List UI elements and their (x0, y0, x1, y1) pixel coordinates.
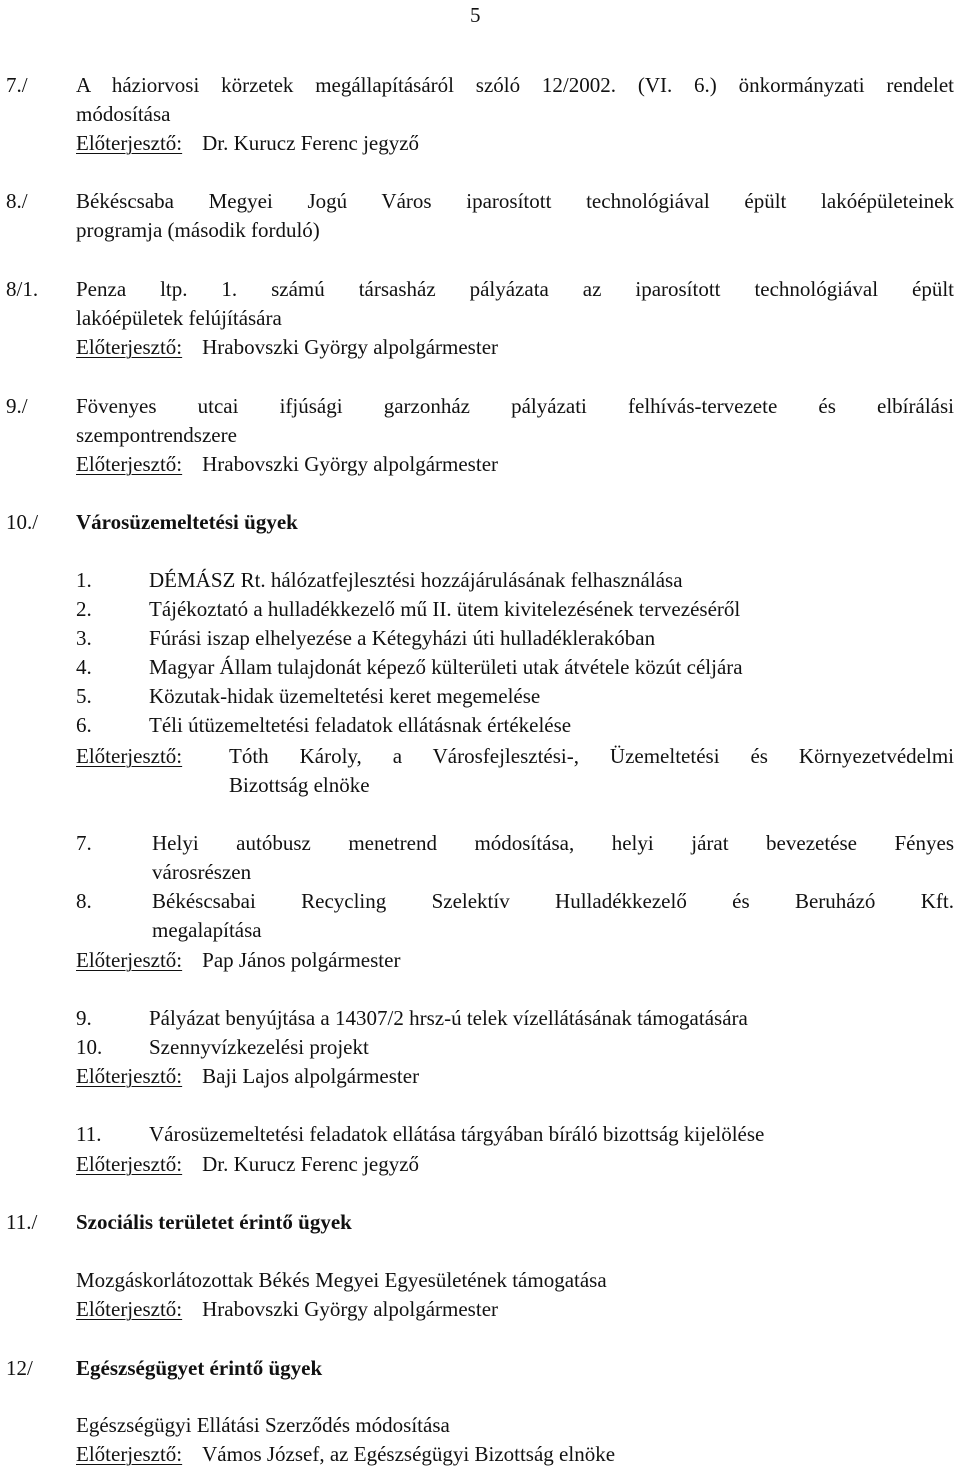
item-11-title (76, 1208, 352, 1237)
sub-item-7-line2: városrészen (152, 860, 252, 884)
item-7-presenter (76, 129, 419, 158)
presenter-label: Előterjesztő: (76, 335, 183, 359)
presenter-label: Előterjesztő: (76, 452, 183, 476)
item-11-title-text: Szociális területet érintő ügyek (76, 1210, 352, 1234)
presenter-label (76, 742, 182, 771)
item-10-number: 10./ (6, 510, 39, 534)
presenter-label: Előterjesztő: (76, 131, 183, 155)
presenter-name: Hrabovszki György alpolgármester (202, 335, 499, 359)
sub-item-text: Magyar Állam tulajdonát képező külterületi utak átvétele közút céljára (149, 655, 743, 679)
sub-item-number: 2. (76, 597, 92, 621)
item-7-title-line1 (76, 71, 954, 100)
sub-item-number: 8. (76, 889, 92, 913)
presenter-label: Előterjesztő: (76, 1297, 183, 1321)
sub-item-text: Tájékoztató a hulladékkezelő mű II. ütem kivitelezésének tervezéséről (149, 597, 741, 621)
page-number: 5 (470, 3, 481, 27)
item-8-1-number: 8/1. (6, 277, 39, 301)
item-8-number: 8./ (6, 189, 28, 213)
item-8-1-presenter (76, 333, 498, 362)
item-10-presenter-c (76, 1062, 419, 1091)
sub-item-11-text: Városüzemeltetési feladatok ellátása tárgyában bíráló bizottság kijelölése (149, 1122, 765, 1146)
sub-item-number: 5. (76, 684, 92, 708)
item-8-title-line1: Békéscsaba Megyei Jogú Város iparosított technológiával épült lakóépületeinek (76, 189, 954, 213)
item-10-presenter-b (76, 946, 400, 975)
sub-item-number: 1. (76, 568, 92, 592)
item-9-number: 9./ (6, 394, 28, 418)
item-7-title-line2: módosítása (76, 102, 171, 126)
sub-item-number: 3. (76, 626, 92, 650)
item-7-title-text: A háziorvosi körzetek megállapításáról szóló 12/2002. (VI. 6.) önkormányzati rendelet (76, 73, 954, 97)
presenter-name: Hrabovszki György alpolgármester (202, 452, 499, 476)
item-8-title-line2: programja (második forduló) (76, 218, 320, 242)
sub-item-9-text: Pályázat benyújtása a 14307/2 hrsz-ú telek vízellátásának támogatására (149, 1006, 748, 1030)
sub-item-10-text: Szennyvízkezelési projekt (149, 1035, 369, 1059)
sub-item-number: 11. (76, 1122, 102, 1146)
sub-item-8-line1: Békéscsabai Recycling Szelektív Hulladékkezelő és Beruházó Kft. (152, 889, 954, 913)
sub-item-number: 7. (76, 831, 92, 855)
item-12-text: Egészségügyi Ellátási Szerződés módosítása (76, 1413, 450, 1437)
item-9-title-line2: szempontrendszere (76, 423, 237, 447)
sub-item-7-line1: Helyi autóbusz menetrend módosítása, helyi járat bevezetése Fényes (152, 831, 954, 855)
sub-item-text: Közutak-hidak üzemeltetési keret megemelése (149, 684, 541, 708)
sub-item-8-line2: megalapítása (152, 918, 262, 942)
presenter-label: Előterjesztő: (76, 1152, 183, 1176)
presenter-label: Előterjesztő: (76, 1064, 183, 1088)
item-9-title-line1: Fövenyes utcai ifjúsági garzonház pályázati felhívás-tervezete és elbírálási (76, 394, 954, 418)
item-10-title (76, 508, 298, 537)
item-10-presenter-d (76, 1150, 419, 1179)
item-7-number: 7./ (6, 73, 28, 97)
presenter-name: Hrabovszki György alpolgármester (202, 1297, 499, 1321)
presenter-name: Pap János polgármester (202, 948, 401, 972)
presenter-label-text: Előterjesztő: (76, 744, 183, 768)
presenter-label: Előterjesztő: (76, 1442, 183, 1466)
presenter-label: Előterjesztő: (76, 948, 183, 972)
sub-item-number: 6. (76, 713, 92, 737)
sub-item-text: Téli útüzemeltetési feladatok ellátásnak értékelése (149, 713, 572, 737)
sub-item-number: 9. (76, 1006, 92, 1030)
item-11-presenter (76, 1295, 498, 1324)
presenter-name: Baji Lajos alpolgármester (202, 1064, 420, 1088)
item-12-number: 12/ (6, 1356, 33, 1380)
sub-item-number: 4. (76, 655, 92, 679)
item-12-title (76, 1354, 322, 1383)
item-8-1-title-line2: lakóépületek felújítására (76, 306, 282, 330)
presenter-name: Dr. Kurucz Ferenc jegyző (202, 1152, 420, 1176)
item-11-text: Mozgáskorlátozottak Békés Megyei Egyesületének támogatása (76, 1268, 607, 1292)
item-9-presenter (76, 450, 498, 479)
sub-item-text: DÉMÁSZ Rt. hálózatfejlesztési hozzájárulásának felhasználása (149, 568, 683, 592)
sub-item-text: Fúrási iszap elhelyezése a Kétegyházi úti hulladéklerakóban (149, 626, 656, 650)
item-12-title-text: Egészségügyet érintő ügyek (76, 1356, 323, 1380)
presenter-name: Dr. Kurucz Ferenc jegyző (202, 131, 420, 155)
item-10-title-text: Városüzemeltetési ügyek (76, 510, 298, 534)
presenter-name: Vámos József, az Egészségügyi Bizottság elnöke (202, 1442, 616, 1466)
item-10-presenter-a-line2: Bizottság elnöke (229, 773, 370, 797)
sub-item-number: 10. (76, 1035, 103, 1059)
item-11-number: 11./ (6, 1210, 38, 1234)
item-10-presenter-a-line1: Tóth Károly, a Városfejlesztési-, Üzemeltetési és Környezetvédelmi (229, 744, 954, 768)
item-12-presenter (76, 1440, 615, 1469)
item-8-1-title-line1: Penza ltp. 1. számú társasház pályázata az iparosított technológiával épült (76, 277, 954, 301)
